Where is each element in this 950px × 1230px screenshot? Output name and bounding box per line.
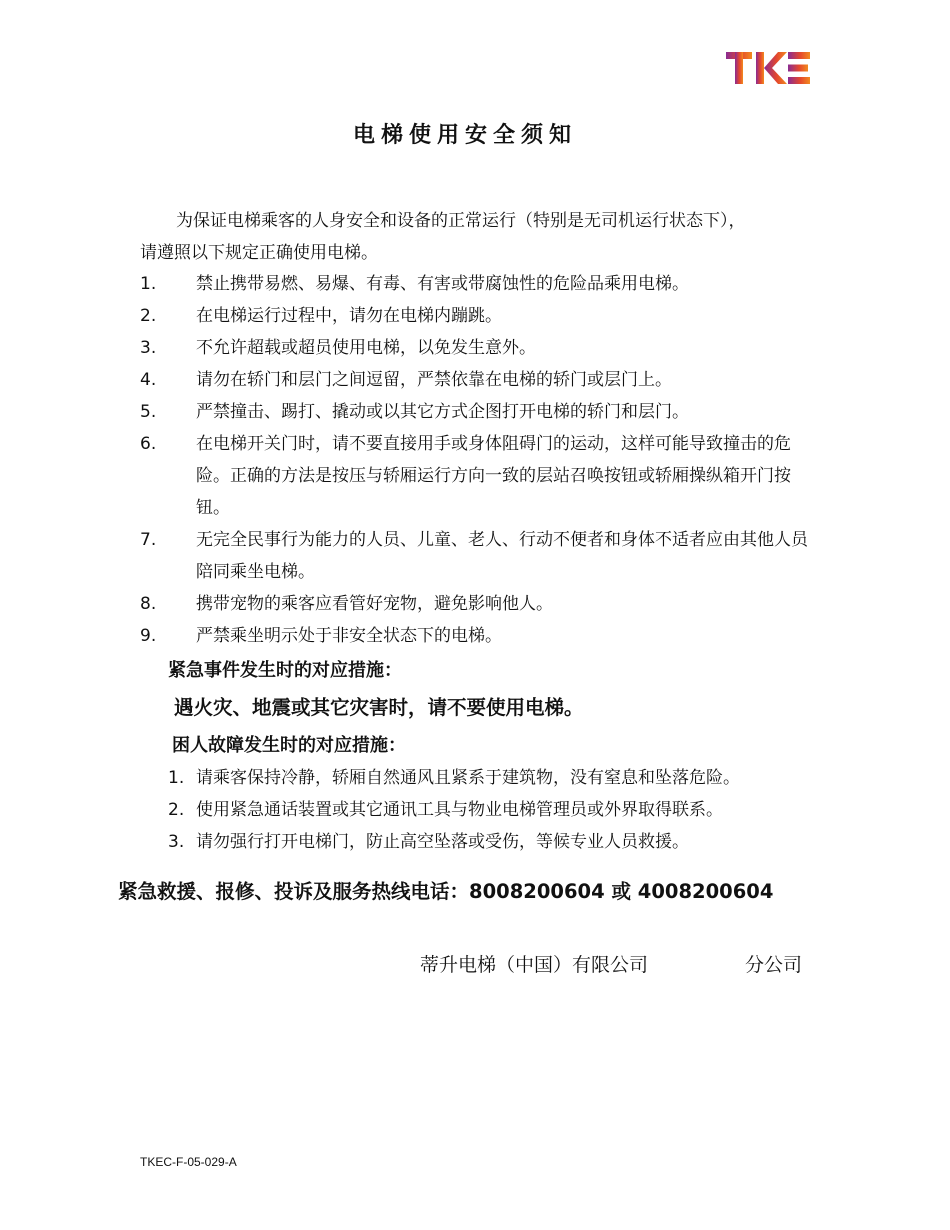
trapped-steps-list	[168, 762, 828, 858]
rule-number: 6.	[140, 434, 157, 454]
intro-line-2: 请遵照以下规定正确使用电梯。	[140, 243, 378, 263]
rule-number: 5.	[140, 402, 157, 422]
step-number: 3.	[168, 832, 185, 852]
rule-item	[140, 524, 820, 588]
rule-text: 请勿在轿门和层门之间逗留，严禁依靠在电梯的轿门或层门上。	[196, 370, 672, 390]
rule-item	[140, 620, 820, 652]
step-number: 1.	[168, 768, 185, 788]
rule-number: 2.	[140, 306, 157, 326]
rule-number: 7.	[140, 530, 157, 550]
rule-text: 携带宠物的乘客应看管好宠物，避免影响他人。	[196, 594, 553, 614]
trapped-step	[168, 826, 828, 858]
rule-item	[140, 332, 820, 364]
rule-text: 无完全民事行为能力的人员、儿童、老人、行动不便者和身体不适者应由其他人员陪同乘坐电梯。	[196, 530, 808, 582]
rule-item	[140, 268, 820, 300]
rule-number: 8.	[140, 594, 157, 614]
rule-text: 在电梯运行过程中，请勿在电梯内蹦跳。	[196, 306, 502, 326]
intro-line-1: 为保证电梯乘客的人身安全和设备的正常运行（特别是无司机运行状态下），	[176, 211, 746, 231]
company-name: 蒂升电梯（中国）有限公司	[420, 954, 649, 976]
branch-label: 分公司	[745, 954, 803, 976]
rule-number: 1.	[140, 274, 157, 294]
trapped-heading: 困人故障发生时的对应措施：	[172, 735, 406, 756]
rules-list	[140, 268, 820, 652]
rule-item	[140, 428, 820, 524]
rule-text: 不允许超载或超员使用电梯，以免发生意外。	[196, 338, 536, 358]
rule-text: 在电梯开关门时，请不要直接用手或身体阻碍门的运动，这样可能导致撞击的危险。正确的方法是按压与轿厢运行方向一致的层站召唤按钮或轿厢操纵箱开门按钮。	[196, 434, 791, 518]
intro-paragraph	[140, 205, 820, 269]
page-title: 电梯使用安全须知	[352, 123, 577, 148]
rule-item	[140, 300, 820, 332]
rule-number: 4.	[140, 370, 157, 390]
step-text: 使用紧急通话装置或其它通讯工具与物业电梯管理员或外界取得联系。	[196, 800, 723, 820]
rule-item	[140, 588, 820, 620]
form-code: TKEC-F-05-029-A	[140, 1155, 237, 1169]
rule-text: 严禁乘坐明示处于非安全状态下的电梯。	[196, 626, 502, 646]
tke-logo	[726, 50, 812, 86]
rule-number: 9.	[140, 626, 157, 646]
step-text: 请勿强行打开电梯门，防止高空坠落或受伤，等候专业人员救援。	[196, 832, 689, 852]
trapped-step	[168, 794, 828, 826]
rule-item	[140, 364, 820, 396]
emergency-heading: 紧急事件发生时的对应措施：	[168, 660, 402, 681]
rule-text: 严禁撞击、踢打、撬动或以其它方式企图打开电梯的轿门和层门。	[196, 402, 689, 422]
fire-notice: 遇火灾、地震或其它灾害时，请不要使用电梯。	[174, 696, 584, 719]
rule-item	[140, 396, 820, 428]
hotline-text: 紧急救援、报修、投诉及服务热线电话：8008200604 或 4008200604	[118, 880, 774, 903]
rule-text: 禁止携带易燃、易爆、有毒、有害或带腐蚀性的危险品乘用电梯。	[196, 274, 689, 294]
step-number: 2.	[168, 800, 185, 820]
trapped-step	[168, 762, 828, 794]
step-text: 请乘客保持冷静，轿厢自然通风且紧系于建筑物，没有窒息和坠落危险。	[196, 768, 740, 788]
rule-number: 3.	[140, 338, 157, 358]
